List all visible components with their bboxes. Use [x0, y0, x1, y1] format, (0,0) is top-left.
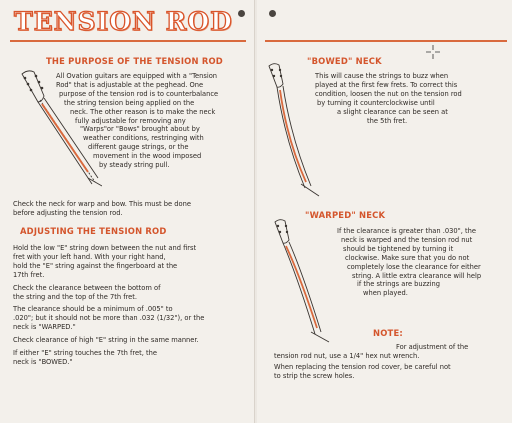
text-line: different gauge strings, or the [88, 143, 189, 152]
text-line: fret with your left hand. With your right hand, [13, 252, 166, 261]
text-line: If either "E" string touches the 7th fret, the [13, 349, 157, 358]
note-heading: NOTE: [373, 328, 403, 338]
text-line: movement in the wood imposed [93, 152, 202, 161]
bowed-neck-illustration [263, 60, 321, 205]
text-line: "Warps"or "Bows" brought about by [80, 125, 200, 134]
text-line: to strip the screw holes. [274, 371, 355, 380]
binding-hole [269, 10, 276, 17]
text-line: Rod" that is adjustable at the peghead. One [56, 80, 204, 89]
text-line: weather conditions, restringing with [83, 134, 204, 143]
left-page [0, 0, 255, 423]
text-line: if the strings are buzzing [357, 280, 441, 289]
text-line: tension rod nut, use a 1/4" hex nut wrench. [274, 351, 420, 360]
note-paragraph [274, 343, 468, 381]
text-line: .020"; but it should not be more than .032 (1/32"), or the [13, 314, 205, 323]
text-line: by steady string pull. [99, 161, 170, 170]
text-line: a slight clearance can be seen at [337, 107, 448, 116]
text-line: the string and the top of the 7th fret. [13, 292, 138, 301]
bowed-heading: "BOWED" NECK [307, 56, 382, 66]
text-line: string. A little extra clearance will help [352, 271, 482, 280]
text-line: Check the neck for warp and bow. This must be done [13, 200, 191, 208]
text-line: Check clearance of high "E" string in the same manner. [13, 336, 199, 345]
text-line: This will cause the strings to buzz when [315, 72, 449, 80]
adjusting-paragraph [13, 244, 204, 367]
warped-paragraph [319, 227, 481, 298]
text-line: neck. The other reason is to make the neck [70, 107, 216, 116]
text-line: Hold the low "E" string down between the nut and first [13, 244, 197, 252]
purpose-paragraph [54, 72, 218, 170]
text-line: condition, loosen the nut on the tension rod [315, 89, 462, 98]
text-line: completely lose the clearance for either [347, 262, 481, 271]
title-rule [265, 40, 507, 42]
page-title: TENSION ROD [14, 7, 233, 36]
right-page [257, 0, 512, 423]
crosshair-mark [425, 44, 441, 60]
binding-hole [238, 10, 245, 17]
text-line: 17th fret. [13, 270, 45, 279]
check-neck-paragraph [13, 200, 191, 218]
text-line: Check the clearance between the bottom of [13, 283, 161, 292]
adjusting-heading: ADJUSTING THE TENSION ROD [20, 226, 167, 236]
text-line: when played. [363, 289, 408, 298]
text-line: If the clearance is greater than .030", the [337, 227, 476, 235]
text-line: The clearance should be a minimum of .005" to [13, 305, 173, 314]
text-line: by turning it counterclockwise until [317, 98, 435, 107]
text-line: All Ovation guitars are equipped with a "Tension [56, 72, 218, 80]
text-line: the 5th fret. [367, 116, 408, 125]
text-line: fully adjustable for removing any [75, 116, 186, 125]
warped-heading: "WARPED" NECK [305, 210, 386, 220]
text-line: hold the "E" string against the fingerboard at the [13, 261, 178, 270]
text-line: clockwise. Make sure that you do not [345, 253, 470, 262]
bowed-paragraph [315, 72, 462, 125]
text-line: the string tension being applied on the [64, 98, 195, 107]
purpose-heading: THE PURPOSE OF THE TENSION ROD [46, 56, 223, 66]
text-line: played at the first few frets. To correct this [315, 80, 458, 89]
text-line: purpose of the tension rod is to counterbalance [59, 89, 219, 98]
text-line: before adjusting the tension rod. [13, 208, 123, 217]
title-rule [10, 40, 246, 42]
text-line: neck is "BOWED." [13, 357, 73, 366]
text-line: When replacing the tension rod cover, be careful not [274, 362, 451, 371]
text-line: For adjustment of the [396, 343, 469, 351]
text-line: neck is warped and the tension rod nut [341, 235, 473, 244]
text-line: neck is "WARPED." [13, 323, 76, 332]
text-line: should be tightened by turning it [343, 244, 454, 253]
